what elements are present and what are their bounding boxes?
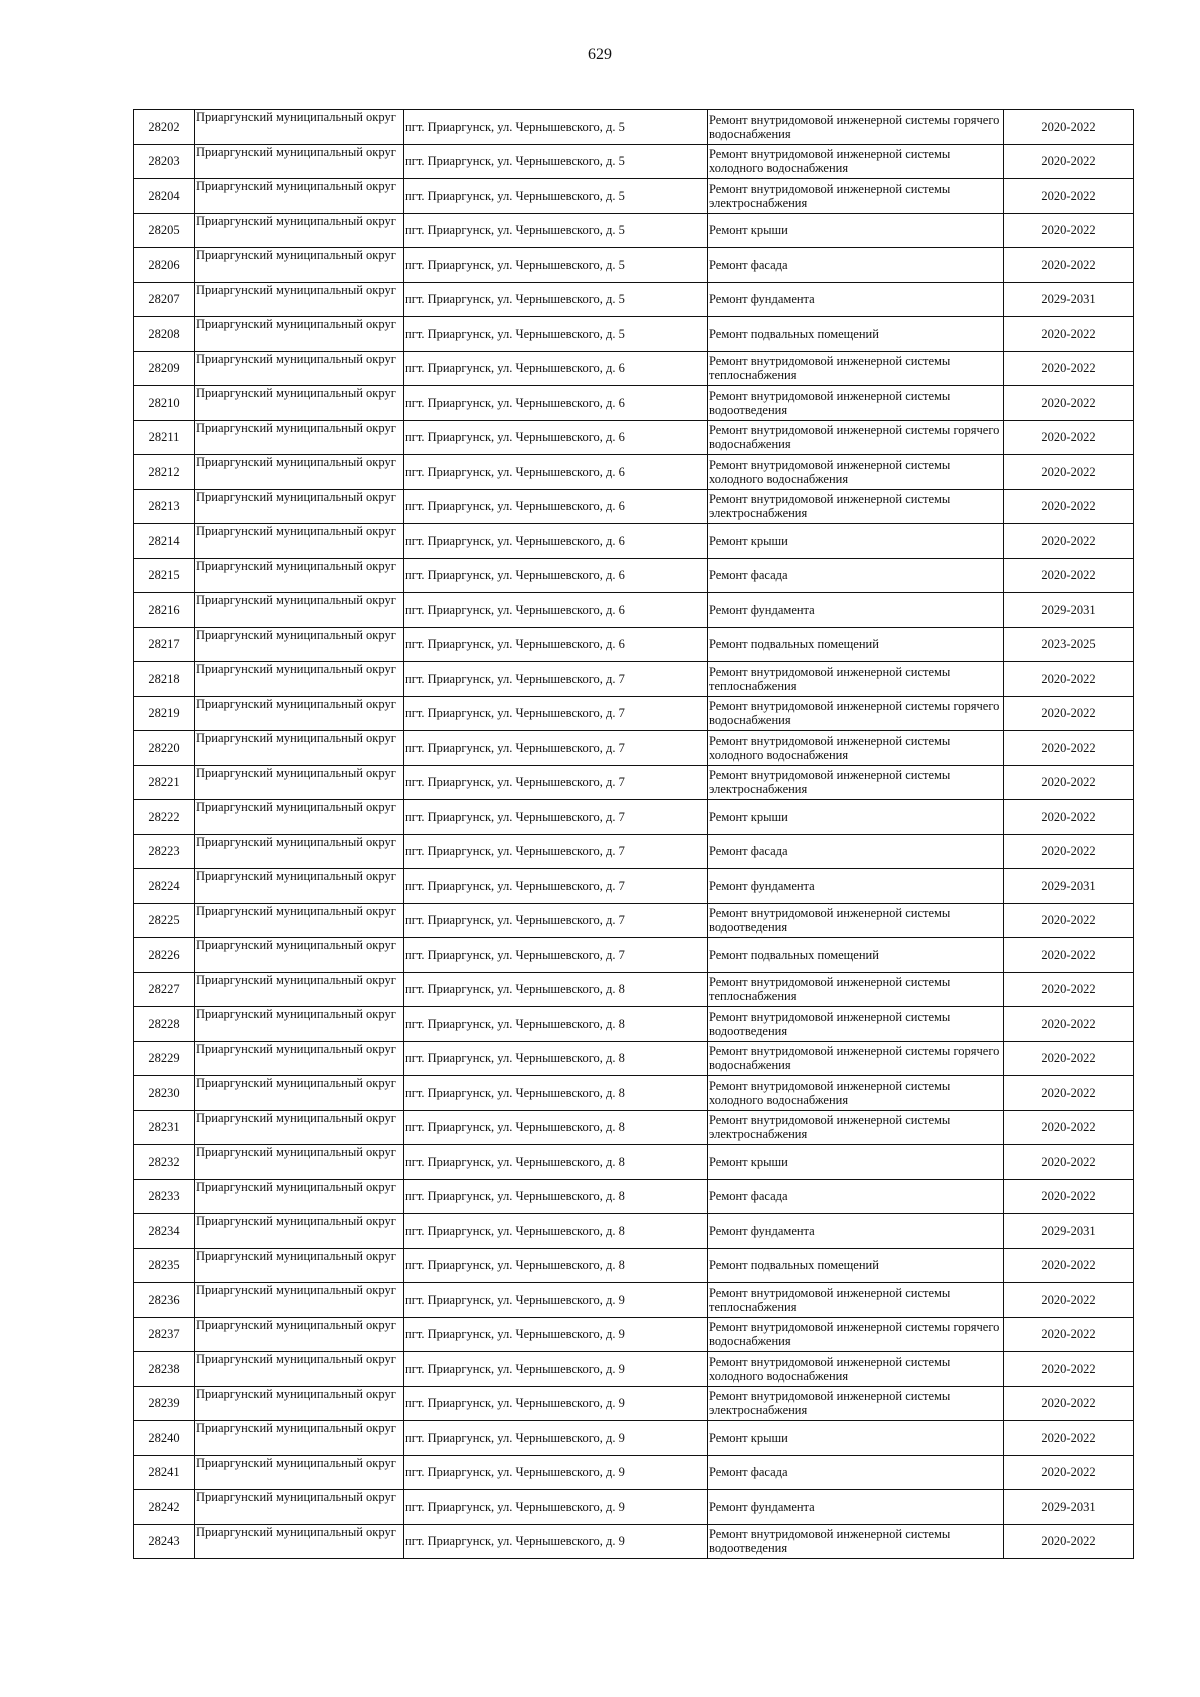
row-number: 28225	[134, 903, 195, 938]
municipality-cell: Приаргунский муниципальный округ	[195, 317, 404, 352]
period-cell: 2020-2022	[1004, 662, 1134, 697]
municipality-cell: Приаргунский муниципальный округ	[195, 524, 404, 559]
row-number: 28238	[134, 1352, 195, 1387]
row-number: 28243	[134, 1524, 195, 1559]
table-row	[134, 351, 1134, 386]
table-row	[134, 248, 1134, 283]
municipality-cell: Приаргунский муниципальный округ	[195, 282, 404, 317]
work-type-cell: Ремонт подвальных помещений	[708, 938, 1004, 973]
period-cell: 2020-2022	[1004, 558, 1134, 593]
period-cell: 2020-2022	[1004, 1283, 1134, 1318]
row-number: 28232	[134, 1145, 195, 1180]
address-cell: пгт. Приаргунск, ул. Чернышевского, д. 8	[404, 1041, 708, 1076]
table-row	[134, 765, 1134, 800]
work-type-cell: Ремонт фундамента	[708, 1214, 1004, 1249]
period-cell: 2020-2022	[1004, 1110, 1134, 1145]
municipality-cell: Приаргунский муниципальный округ	[195, 1179, 404, 1214]
row-number: 28240	[134, 1421, 195, 1456]
municipality-cell: Приаргунский муниципальный округ	[195, 696, 404, 731]
municipality-cell: Приаргунский муниципальный округ	[195, 869, 404, 904]
row-number: 28226	[134, 938, 195, 973]
work-type-cell: Ремонт фасада	[708, 1455, 1004, 1490]
table-row	[134, 834, 1134, 869]
work-type-cell: Ремонт внутридомовой инженерной системы горячего водоснабжения	[708, 420, 1004, 455]
table-row	[134, 1076, 1134, 1111]
table-body	[134, 110, 1134, 1559]
row-number: 28228	[134, 1007, 195, 1042]
work-type-cell: Ремонт внутридомовой инженерной системы водоотведения	[708, 386, 1004, 421]
table-row	[134, 1145, 1134, 1180]
row-number: 28221	[134, 765, 195, 800]
address-cell: пгт. Приаргунск, ул. Чернышевского, д. 8	[404, 1007, 708, 1042]
row-number: 28209	[134, 351, 195, 386]
work-type-cell: Ремонт внутридомовой инженерной системы холодного водоснабжения	[708, 455, 1004, 490]
period-cell: 2020-2022	[1004, 386, 1134, 421]
period-cell: 2020-2022	[1004, 903, 1134, 938]
table-row	[134, 1007, 1134, 1042]
period-cell: 2020-2022	[1004, 1421, 1134, 1456]
period-cell: 2020-2022	[1004, 1041, 1134, 1076]
period-cell: 2020-2022	[1004, 1317, 1134, 1352]
work-type-cell: Ремонт внутридомовой инженерной системы водоотведения	[708, 1007, 1004, 1042]
work-type-cell: Ремонт внутридомовой инженерной системы горячего водоснабжения	[708, 1317, 1004, 1352]
municipality-cell: Приаргунский муниципальный округ	[195, 110, 404, 145]
row-number: 28237	[134, 1317, 195, 1352]
row-number: 28230	[134, 1076, 195, 1111]
municipality-cell: Приаргунский муниципальный округ	[195, 144, 404, 179]
table-row	[134, 1421, 1134, 1456]
work-type-cell: Ремонт фасада	[708, 248, 1004, 283]
work-type-cell: Ремонт внутридомовой инженерной системы холодного водоснабжения	[708, 1076, 1004, 1111]
table-row	[134, 1524, 1134, 1559]
address-cell: пгт. Приаргунск, ул. Чернышевского, д. 8	[404, 1145, 708, 1180]
row-number: 28216	[134, 593, 195, 628]
municipality-cell: Приаргунский муниципальный округ	[195, 1386, 404, 1421]
period-cell: 2020-2022	[1004, 179, 1134, 214]
work-type-cell: Ремонт крыши	[708, 213, 1004, 248]
row-number: 28224	[134, 869, 195, 904]
address-cell: пгт. Приаргунск, ул. Чернышевского, д. 9	[404, 1421, 708, 1456]
municipality-cell: Приаргунский муниципальный округ	[195, 800, 404, 835]
municipality-cell: Приаргунский муниципальный округ	[195, 1041, 404, 1076]
table-row	[134, 938, 1134, 973]
period-cell: 2020-2022	[1004, 1386, 1134, 1421]
work-type-cell: Ремонт внутридомовой инженерной системы теплоснабжения	[708, 1283, 1004, 1318]
address-cell: пгт. Приаргунск, ул. Чернышевского, д. 7	[404, 938, 708, 973]
municipality-cell: Приаргунский муниципальный округ	[195, 903, 404, 938]
work-type-cell: Ремонт фасада	[708, 558, 1004, 593]
address-cell: пгт. Приаргунск, ул. Чернышевского, д. 8	[404, 972, 708, 1007]
address-cell: пгт. Приаргунск, ул. Чернышевского, д. 8	[404, 1076, 708, 1111]
address-cell: пгт. Приаргунск, ул. Чернышевского, д. 6	[404, 558, 708, 593]
row-number: 28227	[134, 972, 195, 1007]
work-type-cell: Ремонт крыши	[708, 1145, 1004, 1180]
period-cell: 2020-2022	[1004, 1179, 1134, 1214]
address-cell: пгт. Приаргунск, ул. Чернышевского, д. 7	[404, 765, 708, 800]
row-number: 28222	[134, 800, 195, 835]
row-number: 28205	[134, 213, 195, 248]
address-cell: пгт. Приаргунск, ул. Чернышевского, д. 8	[404, 1214, 708, 1249]
address-cell: пгт. Приаргунск, ул. Чернышевского, д. 7	[404, 662, 708, 697]
work-type-cell: Ремонт внутридомовой инженерной системы холодного водоснабжения	[708, 731, 1004, 766]
municipality-cell: Приаргунский муниципальный округ	[195, 662, 404, 697]
period-cell: 2023-2025	[1004, 627, 1134, 662]
row-number: 28242	[134, 1490, 195, 1525]
address-cell: пгт. Приаргунск, ул. Чернышевского, д. 8	[404, 1179, 708, 1214]
table-row	[134, 1352, 1134, 1387]
row-number: 28206	[134, 248, 195, 283]
municipality-cell: Приаргунский муниципальный округ	[195, 455, 404, 490]
address-cell: пгт. Приаргунск, ул. Чернышевского, д. 9	[404, 1455, 708, 1490]
municipality-cell: Приаргунский муниципальный округ	[195, 1076, 404, 1111]
work-type-cell: Ремонт подвальных помещений	[708, 317, 1004, 352]
period-cell: 2020-2022	[1004, 938, 1134, 973]
period-cell: 2020-2022	[1004, 1007, 1134, 1042]
address-cell: пгт. Приаргунск, ул. Чернышевского, д. 8	[404, 1110, 708, 1145]
period-cell: 2020-2022	[1004, 765, 1134, 800]
work-type-cell: Ремонт внутридомовой инженерной системы электроснабжения	[708, 179, 1004, 214]
row-number: 28219	[134, 696, 195, 731]
table-row	[134, 1214, 1134, 1249]
municipality-cell: Приаргунский муниципальный округ	[195, 938, 404, 973]
row-number: 28233	[134, 1179, 195, 1214]
period-cell: 2020-2022	[1004, 110, 1134, 145]
address-cell: пгт. Приаргунск, ул. Чернышевского, д. 6	[404, 455, 708, 490]
work-type-cell: Ремонт внутридомовой инженерной системы электроснабжения	[708, 765, 1004, 800]
row-number: 28214	[134, 524, 195, 559]
table-row	[134, 1386, 1134, 1421]
period-cell: 2020-2022	[1004, 800, 1134, 835]
municipality-cell: Приаргунский муниципальный округ	[195, 1317, 404, 1352]
table-row	[134, 1110, 1134, 1145]
address-cell: пгт. Приаргунск, ул. Чернышевского, д. 9	[404, 1317, 708, 1352]
row-number: 28223	[134, 834, 195, 869]
municipality-cell: Приаргунский муниципальный округ	[195, 1007, 404, 1042]
row-number: 28213	[134, 489, 195, 524]
table-row	[134, 627, 1134, 662]
municipality-cell: Приаргунский муниципальный округ	[195, 1352, 404, 1387]
period-cell: 2020-2022	[1004, 731, 1134, 766]
work-type-cell: Ремонт внутридомовой инженерной системы теплоснабжения	[708, 662, 1004, 697]
work-type-cell: Ремонт крыши	[708, 524, 1004, 559]
row-number: 28212	[134, 455, 195, 490]
table-row	[134, 386, 1134, 421]
period-cell: 2020-2022	[1004, 972, 1134, 1007]
table-row	[134, 1248, 1134, 1283]
repair-schedule-table	[133, 109, 1134, 1559]
municipality-cell: Приаргунский муниципальный округ	[195, 351, 404, 386]
address-cell: пгт. Приаргунск, ул. Чернышевского, д. 9	[404, 1352, 708, 1387]
page-number: 629	[588, 46, 612, 63]
work-type-cell: Ремонт внутридомовой инженерной системы электроснабжения	[708, 1386, 1004, 1421]
period-cell: 2020-2022	[1004, 213, 1134, 248]
municipality-cell: Приаргунский муниципальный округ	[195, 420, 404, 455]
row-number: 28235	[134, 1248, 195, 1283]
row-number: 28207	[134, 282, 195, 317]
address-cell: пгт. Приаргунск, ул. Чернышевского, д. 9	[404, 1386, 708, 1421]
table-row	[134, 110, 1134, 145]
period-cell: 2029-2031	[1004, 282, 1134, 317]
table-row	[134, 696, 1134, 731]
row-number: 28231	[134, 1110, 195, 1145]
row-number: 28208	[134, 317, 195, 352]
table-row	[134, 1179, 1134, 1214]
municipality-cell: Приаргунский муниципальный округ	[195, 1145, 404, 1180]
row-number: 28203	[134, 144, 195, 179]
work-type-cell: Ремонт внутридомовой инженерной системы горячего водоснабжения	[708, 110, 1004, 145]
address-cell: пгт. Приаргунск, ул. Чернышевского, д. 6	[404, 351, 708, 386]
period-cell: 2020-2022	[1004, 1145, 1134, 1180]
table-row	[134, 489, 1134, 524]
period-cell: 2029-2031	[1004, 593, 1134, 628]
work-type-cell: Ремонт подвальных помещений	[708, 1248, 1004, 1283]
municipality-cell: Приаргунский муниципальный округ	[195, 213, 404, 248]
work-type-cell: Ремонт фундамента	[708, 869, 1004, 904]
address-cell: пгт. Приаргунск, ул. Чернышевского, д. 6	[404, 489, 708, 524]
work-type-cell: Ремонт внутридомовой инженерной системы теплоснабжения	[708, 972, 1004, 1007]
municipality-cell: Приаргунский муниципальный округ	[195, 558, 404, 593]
address-cell: пгт. Приаргунск, ул. Чернышевского, д. 5	[404, 248, 708, 283]
table-row	[134, 903, 1134, 938]
work-type-cell: Ремонт крыши	[708, 800, 1004, 835]
table-row	[134, 869, 1134, 904]
municipality-cell: Приаргунский муниципальный округ	[195, 386, 404, 421]
period-cell: 2020-2022	[1004, 248, 1134, 283]
row-number: 28218	[134, 662, 195, 697]
work-type-cell: Ремонт внутридомовой инженерной системы электроснабжения	[708, 1110, 1004, 1145]
municipality-cell: Приаргунский муниципальный округ	[195, 593, 404, 628]
address-cell: пгт. Приаргунск, ул. Чернышевского, д. 9	[404, 1524, 708, 1559]
period-cell: 2020-2022	[1004, 524, 1134, 559]
address-cell: пгт. Приаргунск, ул. Чернышевского, д. 7	[404, 834, 708, 869]
row-number: 28220	[134, 731, 195, 766]
row-number: 28202	[134, 110, 195, 145]
row-number: 28234	[134, 1214, 195, 1249]
table-row	[134, 213, 1134, 248]
row-number: 28204	[134, 179, 195, 214]
work-type-cell: Ремонт внутридомовой инженерной системы электроснабжения	[708, 489, 1004, 524]
address-cell: пгт. Приаргунск, ул. Чернышевского, д. 7	[404, 800, 708, 835]
address-cell: пгт. Приаргунск, ул. Чернышевского, д. 9	[404, 1490, 708, 1525]
address-cell: пгт. Приаргунск, ул. Чернышевского, д. 8	[404, 1248, 708, 1283]
municipality-cell: Приаргунский муниципальный округ	[195, 1283, 404, 1318]
row-number: 28210	[134, 386, 195, 421]
period-cell: 2020-2022	[1004, 1248, 1134, 1283]
address-cell: пгт. Приаргунск, ул. Чернышевского, д. 5	[404, 179, 708, 214]
table-row	[134, 662, 1134, 697]
table-row	[134, 731, 1134, 766]
period-cell: 2020-2022	[1004, 317, 1134, 352]
row-number: 28236	[134, 1283, 195, 1318]
address-cell: пгт. Приаргунск, ул. Чернышевского, д. 7	[404, 731, 708, 766]
work-type-cell: Ремонт внутридомовой инженерной системы горячего водоснабжения	[708, 696, 1004, 731]
municipality-cell: Приаргунский муниципальный округ	[195, 765, 404, 800]
row-number: 28217	[134, 627, 195, 662]
row-number: 28215	[134, 558, 195, 593]
address-cell: пгт. Приаргунск, ул. Чернышевского, д. 6	[404, 420, 708, 455]
period-cell: 2020-2022	[1004, 1455, 1134, 1490]
table-row	[134, 317, 1134, 352]
period-cell: 2020-2022	[1004, 420, 1134, 455]
table-row	[134, 282, 1134, 317]
period-cell: 2029-2031	[1004, 869, 1134, 904]
work-type-cell: Ремонт фундамента	[708, 593, 1004, 628]
table-row	[134, 593, 1134, 628]
period-cell: 2020-2022	[1004, 1352, 1134, 1387]
address-cell: пгт. Приаргунск, ул. Чернышевского, д. 7	[404, 869, 708, 904]
work-type-cell: Ремонт внутридомовой инженерной системы холодного водоснабжения	[708, 1352, 1004, 1387]
municipality-cell: Приаргунский муниципальный округ	[195, 1421, 404, 1456]
municipality-cell: Приаргунский муниципальный округ	[195, 834, 404, 869]
work-type-cell: Ремонт внутридомовой инженерной системы горячего водоснабжения	[708, 1041, 1004, 1076]
table-row	[134, 1041, 1134, 1076]
work-type-cell: Ремонт фундамента	[708, 1490, 1004, 1525]
table-row	[134, 800, 1134, 835]
period-cell: 2029-2031	[1004, 1490, 1134, 1525]
table-row	[134, 1317, 1134, 1352]
address-cell: пгт. Приаргунск, ул. Чернышевского, д. 6	[404, 524, 708, 559]
municipality-cell: Приаргунский муниципальный округ	[195, 1524, 404, 1559]
table-row	[134, 455, 1134, 490]
period-cell: 2020-2022	[1004, 834, 1134, 869]
address-cell: пгт. Приаргунск, ул. Чернышевского, д. 5	[404, 110, 708, 145]
address-cell: пгт. Приаргунск, ул. Чернышевского, д. 5	[404, 144, 708, 179]
address-cell: пгт. Приаргунск, ул. Чернышевского, д. 7	[404, 903, 708, 938]
municipality-cell: Приаргунский муниципальный округ	[195, 731, 404, 766]
table-row	[134, 1455, 1134, 1490]
table-row	[134, 558, 1134, 593]
municipality-cell: Приаргунский муниципальный округ	[195, 1214, 404, 1249]
address-cell: пгт. Приаргунск, ул. Чернышевского, д. 5	[404, 282, 708, 317]
municipality-cell: Приаргунский муниципальный округ	[195, 972, 404, 1007]
table-row	[134, 524, 1134, 559]
address-cell: пгт. Приаргунск, ул. Чернышевского, д. 6	[404, 386, 708, 421]
row-number: 28239	[134, 1386, 195, 1421]
table-row	[134, 420, 1134, 455]
work-type-cell: Ремонт внутридомовой инженерной системы водоотведения	[708, 1524, 1004, 1559]
address-cell: пгт. Приаргунск, ул. Чернышевского, д. 6	[404, 627, 708, 662]
address-cell: пгт. Приаргунск, ул. Чернышевского, д. 7	[404, 696, 708, 731]
address-cell: пгт. Приаргунск, ул. Чернышевского, д. 5	[404, 213, 708, 248]
municipality-cell: Приаргунский муниципальный округ	[195, 1455, 404, 1490]
municipality-cell: Приаргунский муниципальный округ	[195, 1248, 404, 1283]
period-cell: 2020-2022	[1004, 351, 1134, 386]
work-type-cell: Ремонт фасада	[708, 834, 1004, 869]
table-row	[134, 972, 1134, 1007]
municipality-cell: Приаргунский муниципальный округ	[195, 1490, 404, 1525]
period-cell: 2020-2022	[1004, 696, 1134, 731]
row-number: 28241	[134, 1455, 195, 1490]
row-number: 28211	[134, 420, 195, 455]
work-type-cell: Ремонт внутридомовой инженерной системы теплоснабжения	[708, 351, 1004, 386]
period-cell: 2020-2022	[1004, 1076, 1134, 1111]
municipality-cell: Приаргунский муниципальный округ	[195, 248, 404, 283]
period-cell: 2029-2031	[1004, 1214, 1134, 1249]
work-type-cell: Ремонт внутридомовой инженерной системы водоотведения	[708, 903, 1004, 938]
work-type-cell: Ремонт крыши	[708, 1421, 1004, 1456]
period-cell: 2020-2022	[1004, 1524, 1134, 1559]
row-number: 28229	[134, 1041, 195, 1076]
period-cell: 2020-2022	[1004, 144, 1134, 179]
table-row	[134, 1490, 1134, 1525]
address-cell: пгт. Приаргунск, ул. Чернышевского, д. 6	[404, 593, 708, 628]
period-cell: 2020-2022	[1004, 489, 1134, 524]
work-type-cell: Ремонт фасада	[708, 1179, 1004, 1214]
municipality-cell: Приаргунский муниципальный округ	[195, 489, 404, 524]
period-cell: 2020-2022	[1004, 455, 1134, 490]
table-row	[134, 1283, 1134, 1318]
address-cell: пгт. Приаргунск, ул. Чернышевского, д. 5	[404, 317, 708, 352]
work-type-cell: Ремонт внутридомовой инженерной системы холодного водоснабжения	[708, 144, 1004, 179]
work-type-cell: Ремонт подвальных помещений	[708, 627, 1004, 662]
municipality-cell: Приаргунский муниципальный округ	[195, 627, 404, 662]
address-cell: пгт. Приаргунск, ул. Чернышевского, д. 9	[404, 1283, 708, 1318]
municipality-cell: Приаргунский муниципальный округ	[195, 179, 404, 214]
table-row	[134, 144, 1134, 179]
municipality-cell: Приаргунский муниципальный округ	[195, 1110, 404, 1145]
work-type-cell: Ремонт фундамента	[708, 282, 1004, 317]
table-row	[134, 179, 1134, 214]
